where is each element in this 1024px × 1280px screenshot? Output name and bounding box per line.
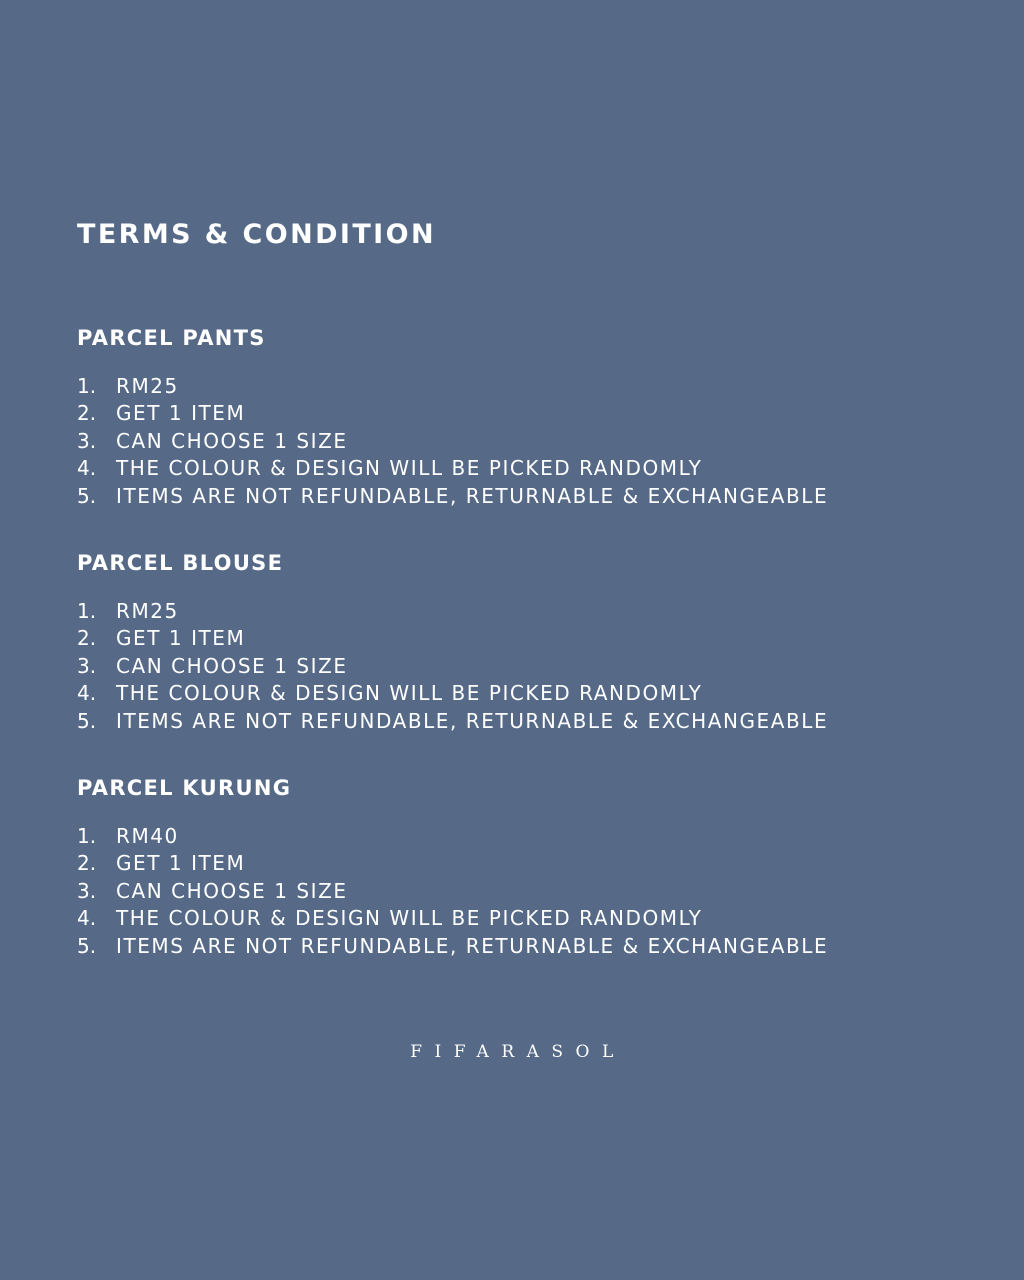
- list-item: [77, 373, 977, 400]
- section-parcel-pants: [77, 325, 977, 510]
- item-number: 5.: [77, 483, 97, 508]
- item-number: 4.: [77, 456, 97, 481]
- item-text: CAN CHOOSE 1 SIZE: [116, 878, 348, 903]
- item-text: ITEMS ARE NOT REFUNDABLE, RETURNABLE & EXCHANGEABLE: [116, 933, 829, 958]
- brand-name: FIFARASOL: [410, 1042, 626, 1062]
- item-text: GET 1 ITEM: [116, 851, 246, 876]
- list-item: [77, 625, 977, 652]
- item-text: CAN CHOOSE 1 SIZE: [116, 653, 348, 678]
- list-item: [77, 483, 977, 510]
- item-text: RM25: [116, 599, 179, 623]
- item-number: 4.: [77, 681, 97, 706]
- item-number: 3.: [77, 878, 97, 903]
- list-item: [77, 823, 977, 850]
- item-number: 5.: [77, 708, 97, 733]
- section-title: PARCEL KURUNG: [77, 776, 292, 800]
- list-item: [77, 905, 977, 932]
- item-number: 2.: [77, 851, 97, 876]
- list-item: [77, 598, 977, 625]
- section-title: PARCEL PANTS: [77, 326, 266, 350]
- list-item: [77, 850, 977, 877]
- item-text: THE COLOUR & DESIGN WILL BE PICKED RANDOMLY: [116, 906, 703, 931]
- item-number: 2.: [77, 626, 97, 651]
- page-title: TERMS & CONDITION: [77, 219, 436, 250]
- item-text: RM25: [116, 374, 179, 398]
- list-item: [77, 708, 977, 735]
- item-number: 1.: [77, 374, 97, 398]
- item-text: GET 1 ITEM: [116, 626, 246, 651]
- list-item: [77, 878, 977, 905]
- list-item: [77, 455, 977, 482]
- item-text: THE COLOUR & DESIGN WILL BE PICKED RANDOMLY: [116, 681, 703, 706]
- section-parcel-blouse: [77, 550, 977, 735]
- terms-list: [77, 598, 977, 735]
- list-item: [77, 933, 977, 960]
- item-text: ITEMS ARE NOT REFUNDABLE, RETURNABLE & EXCHANGEABLE: [116, 483, 829, 508]
- item-number: 3.: [77, 428, 97, 453]
- item-number: 1.: [77, 599, 97, 623]
- terms-list: [77, 373, 977, 510]
- item-text: CAN CHOOSE 1 SIZE: [116, 428, 348, 453]
- item-number: 5.: [77, 933, 97, 958]
- item-text: GET 1 ITEM: [116, 401, 246, 426]
- item-number: 4.: [77, 906, 97, 931]
- item-text: ITEMS ARE NOT REFUNDABLE, RETURNABLE & EXCHANGEABLE: [116, 708, 829, 733]
- item-text: THE COLOUR & DESIGN WILL BE PICKED RANDOMLY: [116, 456, 703, 481]
- item-number: 1.: [77, 824, 97, 848]
- section-title: PARCEL BLOUSE: [77, 551, 284, 575]
- list-item: [77, 680, 977, 707]
- list-item: [77, 428, 977, 455]
- terms-list: [77, 823, 977, 960]
- list-item: [77, 400, 977, 427]
- item-number: 2.: [77, 401, 97, 426]
- section-parcel-kurung: [77, 775, 977, 960]
- item-number: 3.: [77, 653, 97, 678]
- item-text: RM40: [116, 824, 179, 848]
- list-item: [77, 653, 977, 680]
